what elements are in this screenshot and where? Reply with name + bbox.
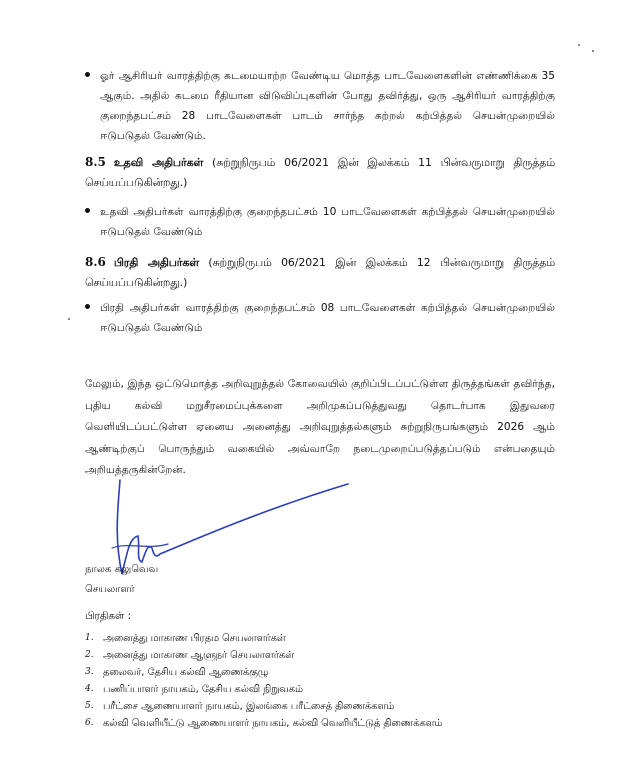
scan-speck xyxy=(578,44,580,46)
copies-label: பிரதிகள் : xyxy=(85,610,132,622)
list-item: 6. கல்வி வெளியீட்டு ஆணையாளர் நாயகம், கல்வி வெளியீட்டுத் திணைக்களம் xyxy=(85,718,443,729)
copies-list xyxy=(85,630,442,732)
bullet-dot xyxy=(85,72,90,77)
scan-speck xyxy=(592,50,594,52)
section-title: பிரதி அதிபர்கள் xyxy=(113,256,200,269)
bullet-text: ஓர் ஆசிரியர் வாரத்திற்கு கடமையாற்ற வேண்டிய மொத்த பாடவேளைகளின் எண்ணிக்கை 35 ஆகும். அதில் கடமை ரீதியான விடுவிப்புகளின் போது தவிர்த்து, ஒரு ஆசிரியர் வாரத்திற்கு குறைந்தபட்சம் 28 பாடவேளைகள் பாடம் சார்ந்த கற்றல் கற்பித்தல் செயன்முறையில் ஈடுபடுதல் வேண்டும். xyxy=(100,70,555,142)
signature-mark xyxy=(108,478,358,578)
bullet-dot xyxy=(85,208,90,213)
section-text: (சுற்றுநிருபம் 06/2021 இன் இலக்கம் 11 பின்வருமாறு திருத்தம் செய்யப்படுகின்றது.) xyxy=(85,156,556,189)
bullet-deputy-principals xyxy=(100,298,555,338)
bullet-teacher-periods xyxy=(100,66,555,146)
scan-speck xyxy=(68,318,70,320)
closing-paragraph: மேலும், இந்த ஒட்டுமொத்த அறிவுறுத்தல் கோவையில் குறிப்பிடப்பட்டுள்ள திருத்தங்கள் தவிர்ந்த, புதிய கல்வி மறுசீரமைப்புக்களை அறிமுகப்படுத்துவது தொடர்பாக இதுவரை வெளியிடப்பட்டுள்ள ஏனைய அனைத்து அறிவுறுத்தல்களும் சுற்றுநிருபங்களும் 2026 ஆம் ஆண்டிற்குப் பொருந்தும் வகையில் அவ்வாறே நடைமுறைப்படுத்தப்படும் என்பதையும் அறியத்தருகின்றேன். xyxy=(85,378,555,476)
section-number: 8.5 xyxy=(85,155,106,169)
section-8-6-heading xyxy=(85,252,555,293)
section-text: (சுற்றுநிருபம் 06/2021 இன் இலக்கம் 12 பின்வருமாறு திருத்தம் செய்யப்படுகின்றது.) xyxy=(85,256,556,289)
list-item: 1. அனைத்து மாகாண பிரதம செயலாளர்கள் xyxy=(85,633,286,644)
bullet-text: பிரதி அதிபர்கள் வாரத்திற்கு குறைந்தபட்சம் 08 பாடவேளைகள் கற்பித்தல் செயன்முறையில் ஈடுபடுதல் வேண்டும் xyxy=(100,302,555,334)
section-title: உதவி அதிபர்கள் xyxy=(113,156,204,169)
section-8-5-heading xyxy=(85,152,555,193)
bullet-text: உதவி அதிபர்கள் வாரத்திற்கு குறைந்தபட்சம் 10 பாடவேளைகள் கற்பித்தல் செயன்முறையில் ஈடுபடுதல் வேண்டும் xyxy=(100,206,555,238)
list-item: 4. பணிப்பாளர் நாயகம், தேசிய கல்வி நிறுவகம் xyxy=(85,684,303,695)
signatory-name: நாலக கலுவெவ xyxy=(85,564,159,575)
list-item: 3. தலைவர், தேசிய கல்வி ஆணைக்குழு xyxy=(85,667,269,678)
list-item: 2. அனைத்து மாகாண ஆளுநர் செயலாளர்கள் xyxy=(85,650,294,661)
bullet-assistant-principals xyxy=(100,202,555,242)
list-item: 5. பரீட்சை ஆணையாளர் நாயகம், இலங்கை பரீட்சைத் திணைக்களம் xyxy=(85,701,395,712)
bullet-dot xyxy=(85,304,90,309)
section-number: 8.6 xyxy=(85,255,106,269)
signatory-title: செயலாளர் xyxy=(85,584,135,595)
